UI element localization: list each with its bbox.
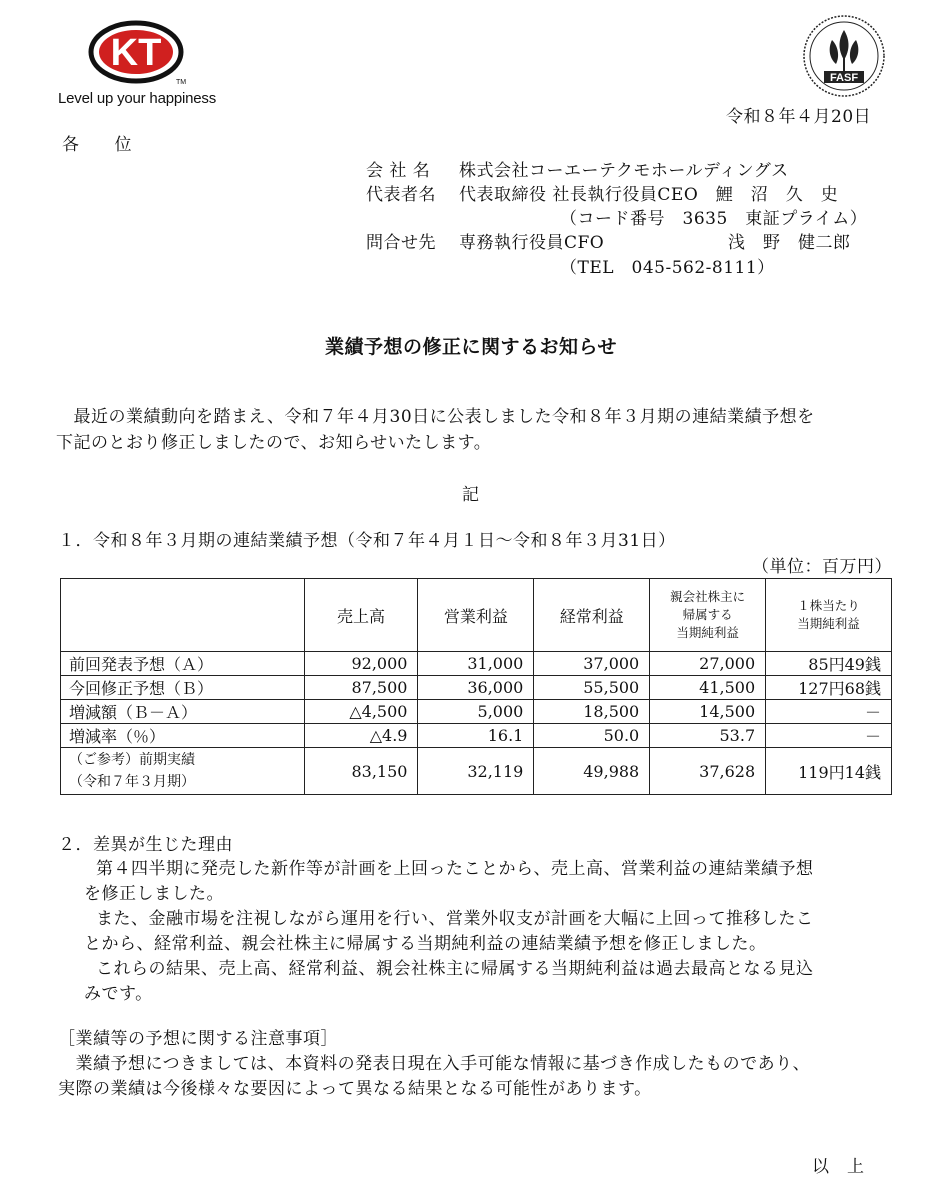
cell-eps: － [766,700,892,724]
representative: 代表取締役 社長執行役員CEO 鯉 沼 久 史 [459,185,839,205]
forecast-table [60,578,892,795]
cell-operating-profit: 32,119 [418,748,534,795]
cell-operating-profit: 5,000 [418,700,534,724]
contact-name: 浅 野 健二郎 [728,233,851,253]
header-net-profit-line: 帰属する [682,607,733,622]
unit-label: （単位：百万円） [752,557,892,577]
notice-heading: ［業績等の予想に関する注意事項］ [58,1029,338,1049]
closing-mark: 以 上 [812,1157,865,1177]
cell-operating-profit: 16.1 [418,724,534,748]
header-net-profit-line: 当期純利益 [676,625,739,640]
logo-tagline: Level up your happiness [58,90,217,107]
representative-label: 代表者名 [366,185,436,205]
cell-net-profit: 14,500 [650,700,766,724]
issue-date: 令和８年４月20日 [726,107,872,127]
fasf-seal [802,14,886,98]
cell-net-profit: 27,000 [650,652,766,676]
section1-heading: １．令和８年３月期の連結業績予想（令和７年４月１日～令和８年３月31日） [58,531,676,551]
cell-ordinary-profit: 50.0 [534,724,650,748]
cell-sales: 92,000 [304,652,418,676]
table-row [61,700,892,724]
header-eps-line: 当期純利益 [797,616,860,631]
cell-ordinary-profit: 55,500 [534,676,650,700]
cell-sales: △4.9 [304,724,418,748]
header-blank [61,579,305,652]
table-row-reference [61,748,892,795]
stock-code: （コード番号 3635 東証プライム） [560,209,868,229]
header-net-profit-line: 親会社株主に [670,589,746,604]
logo-mark: KT [110,32,162,74]
cell-net-profit: 41,500 [650,676,766,700]
notice-line-1: 業績予想につきましては、本資料の発表日現在入手可能な情報に基づき作成したものであり、 [58,1054,811,1074]
cell-eps: 119円14銭 [766,748,892,795]
company-name: 株式会社コーエーテクモホールディングス [459,161,789,181]
cell-eps: 127円68銭 [766,676,892,700]
header-eps [766,579,892,652]
section2-line-3: また、金融市場を注視しながら運用を行い、営業外収支が計画を大幅に上回って推移したこ [96,909,814,929]
cell-net-profit: 53.7 [650,724,766,748]
notice-line-2: 実際の業績は今後様々な要因によって異なる結果となる可能性があります。 [58,1079,652,1099]
ref-label-line-1: （ご参考）前期実績 [69,752,195,768]
intro-line-1: 最近の業績動向を踏まえ、令和７年４月30日に公表しました令和８年３月期の連結業績予想を [56,407,815,427]
cell-operating-profit: 36,000 [418,676,534,700]
page-title: 業績予想の修正に関するお知らせ [325,336,617,358]
contact-title: 専務執行役員CFO [459,233,605,253]
section2-line-2: を修正しました。 [84,884,224,904]
row-label: 前回発表予想（Ａ） [61,652,305,676]
koei-tecmo-logo [88,20,188,86]
cell-sales: 87,500 [304,676,418,700]
contact-tel: （TEL 045-562-8111） [560,258,775,278]
table-row [61,652,892,676]
cell-eps: 85円49銭 [766,652,892,676]
section2-heading: ２．差異が生じた理由 [58,835,233,855]
table-row [61,724,892,748]
header-ordinary-profit: 経常利益 [534,579,650,652]
cell-ordinary-profit: 37,000 [534,652,650,676]
row-label: 今回修正予想（Ｂ） [61,676,305,700]
header-eps-line: １株当たり [797,598,860,613]
cell-ordinary-profit: 49,988 [534,748,650,795]
cell-eps: － [766,724,892,748]
cell-sales: △4,500 [304,700,418,724]
row-label: 増減率（％） [61,724,305,748]
cell-net-profit: 37,628 [650,748,766,795]
section2-line-5: これらの結果、売上高、経常利益、親会社株主に帰属する当期純利益は過去最高となる見込 [96,959,814,979]
contact-label: 問合せ先 [366,233,436,253]
cell-operating-profit: 31,000 [418,652,534,676]
addressee: 各 位 [62,135,132,155]
row-label: 増減額（Ｂ－Ａ） [61,700,305,724]
cell-ordinary-profit: 18,500 [534,700,650,724]
section2-line-4: とから、経常利益、親会社株主に帰属する当期純利益の連結業績予想を修正しました。 [84,934,767,954]
fasf-text: FASF [829,72,859,84]
row-label-reference [61,748,305,795]
table-row [61,676,892,700]
ki-marker: 記 [462,485,480,505]
ref-label-line-2: （令和７年３月期） [69,774,195,790]
section2-line-6: みです。 [84,984,153,1004]
intro-line-2: 下記のとおり修正しましたので、お知らせいたします。 [56,433,492,453]
header-operating-profit: 営業利益 [418,579,534,652]
cell-sales: 83,150 [304,748,418,795]
logo-tm: TM [176,79,187,86]
section2-line-1: 第４四半期に発売した新作等が計画を上回ったことから、売上高、営業利益の連結業績予想 [96,859,814,879]
header-net-profit [650,579,766,652]
header-sales: 売上高 [304,579,418,652]
table-header-row [61,579,892,652]
company-name-label: 会 社 名 [366,161,431,181]
